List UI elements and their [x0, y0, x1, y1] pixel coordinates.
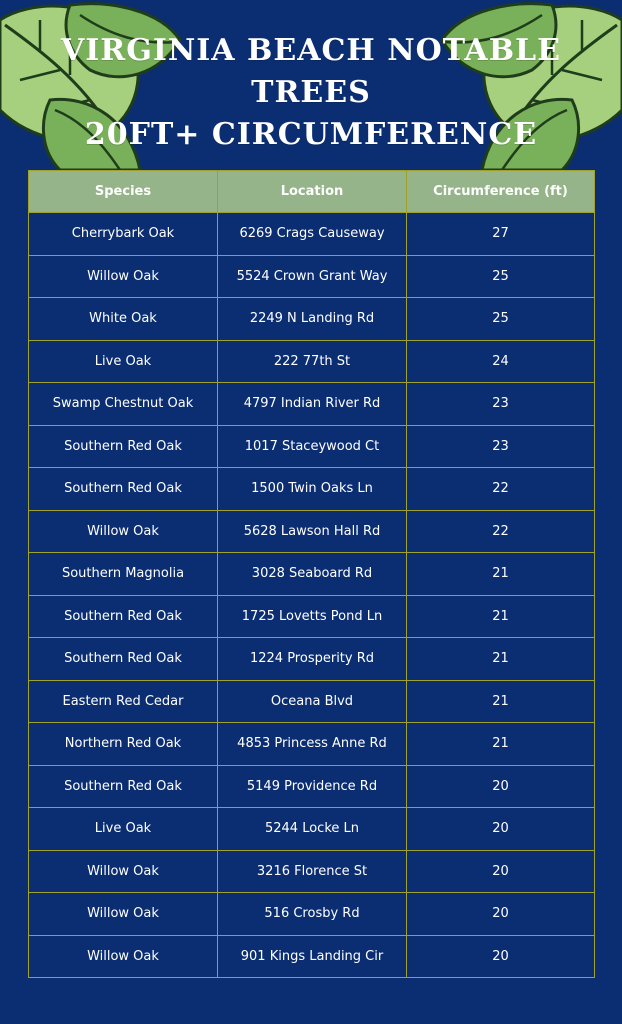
table-row: [29, 638, 595, 681]
table-row: [29, 935, 595, 978]
location-cell: 1224 Prosperity Rd: [218, 638, 407, 681]
circumference-cell: 20: [407, 935, 595, 978]
species-cell: Southern Red Oak: [29, 638, 218, 681]
species-cell: Northern Red Oak: [29, 723, 218, 766]
table-row: [29, 340, 595, 383]
species-cell: Willow Oak: [29, 935, 218, 978]
column-header-circumference: Circumference (ft): [407, 171, 595, 213]
species-cell: White Oak: [29, 298, 218, 341]
circumference-cell: 20: [407, 765, 595, 808]
location-cell: 3216 Florence St: [218, 850, 407, 893]
location-cell: 2249 N Landing Rd: [218, 298, 407, 341]
table-row: [29, 510, 595, 553]
circumference-cell: 21: [407, 680, 595, 723]
table-row: [29, 893, 595, 936]
location-cell: 1725 Lovetts Pond Ln: [218, 595, 407, 638]
species-cell: Swamp Chestnut Oak: [29, 383, 218, 426]
species-cell: Willow Oak: [29, 893, 218, 936]
circumference-cell: 20: [407, 808, 595, 851]
location-cell: 5524 Crown Grant Way: [218, 255, 407, 298]
circumference-cell: 21: [407, 595, 595, 638]
species-cell: Willow Oak: [29, 850, 218, 893]
circumference-cell: 22: [407, 468, 595, 511]
location-cell: 5149 Providence Rd: [218, 765, 407, 808]
table-row: [29, 425, 595, 468]
species-cell: Willow Oak: [29, 255, 218, 298]
species-cell: Southern Red Oak: [29, 765, 218, 808]
table-row: [29, 680, 595, 723]
trees-table: [28, 170, 595, 978]
circumference-cell: 23: [407, 383, 595, 426]
table-header-row: [29, 171, 595, 213]
location-cell: 6269 Crags Causeway: [218, 213, 407, 256]
table-row: [29, 213, 595, 256]
table-row: [29, 723, 595, 766]
table-row: [29, 383, 595, 426]
species-cell: Southern Red Oak: [29, 425, 218, 468]
circumference-cell: 21: [407, 638, 595, 681]
species-cell: Eastern Red Cedar: [29, 680, 218, 723]
table-row: [29, 808, 595, 851]
species-cell: Southern Red Oak: [29, 595, 218, 638]
location-cell: Oceana Blvd: [218, 680, 407, 723]
circumference-cell: 24: [407, 340, 595, 383]
circumference-cell: 23: [407, 425, 595, 468]
circumference-cell: 25: [407, 298, 595, 341]
circumference-cell: 25: [407, 255, 595, 298]
location-cell: 901 Kings Landing Cir: [218, 935, 407, 978]
table-row: [29, 298, 595, 341]
location-cell: 516 Crosby Rd: [218, 893, 407, 936]
location-cell: 1017 Staceywood Ct: [218, 425, 407, 468]
species-cell: Southern Magnolia: [29, 553, 218, 596]
table-row: [29, 595, 595, 638]
table-row: [29, 850, 595, 893]
circumference-cell: 27: [407, 213, 595, 256]
circumference-cell: 21: [407, 553, 595, 596]
circumference-cell: 20: [407, 850, 595, 893]
column-header-location: Location: [218, 171, 407, 213]
title-line-2: 20FT+ CIRCUMFERENCE: [84, 117, 538, 152]
table-row: [29, 468, 595, 511]
circumference-cell: 20: [407, 893, 595, 936]
location-cell: 222 77th St: [218, 340, 407, 383]
location-cell: 4853 Princess Anne Rd: [218, 723, 407, 766]
circumference-cell: 22: [407, 510, 595, 553]
page-title: [0, 30, 622, 156]
table-row: [29, 553, 595, 596]
title-line-1: VIRGINIA BEACH NOTABLE TREES: [60, 33, 562, 110]
column-header-species: Species: [29, 171, 218, 213]
species-cell: Willow Oak: [29, 510, 218, 553]
species-cell: Live Oak: [29, 340, 218, 383]
location-cell: 4797 Indian River Rd: [218, 383, 407, 426]
table-row: [29, 765, 595, 808]
species-cell: Southern Red Oak: [29, 468, 218, 511]
location-cell: 3028 Seaboard Rd: [218, 553, 407, 596]
location-cell: 1500 Twin Oaks Ln: [218, 468, 407, 511]
table-row: [29, 255, 595, 298]
circumference-cell: 21: [407, 723, 595, 766]
location-cell: 5628 Lawson Hall Rd: [218, 510, 407, 553]
species-cell: Cherrybark Oak: [29, 213, 218, 256]
species-cell: Live Oak: [29, 808, 218, 851]
location-cell: 5244 Locke Ln: [218, 808, 407, 851]
